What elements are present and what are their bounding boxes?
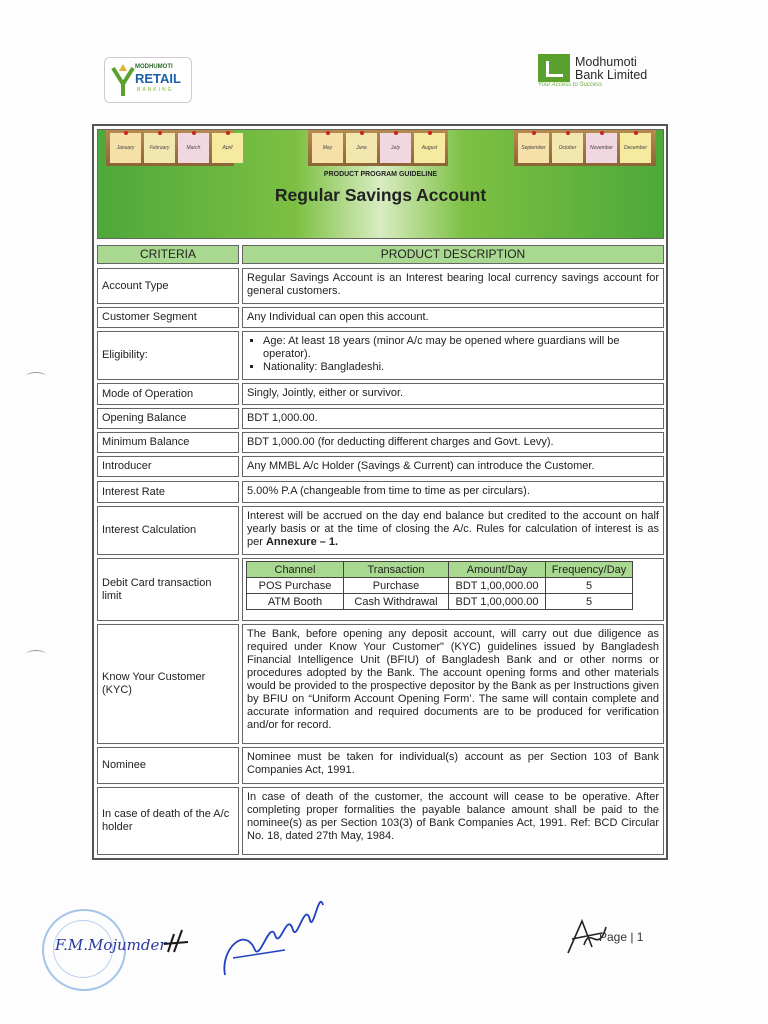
month-note: September (518, 133, 549, 163)
criteria-cell: Interest Rate (97, 481, 239, 503)
table-cell: Cash Withdrawal (344, 594, 449, 610)
eligibility-cell (242, 331, 664, 380)
month-note: June (346, 133, 377, 163)
criteria-cell: Nominee (97, 747, 239, 784)
month-note: May (312, 133, 343, 163)
retail-logo-line2: RETAIL (135, 71, 181, 86)
criteria-cell: In case of death of the A/c holder (97, 787, 239, 855)
bank-logo-mark-icon (538, 54, 570, 82)
pin-icon (394, 131, 398, 135)
month-note: January (110, 133, 141, 163)
retail-logo-mark-icon (109, 62, 137, 98)
description-header: PRODUCT DESCRIPTION (242, 245, 664, 264)
pin-icon (566, 131, 570, 135)
criteria-cell: Debit Card transaction limit (97, 558, 239, 621)
criteria-cell: Eligibility: (97, 331, 239, 380)
page-number: Page | 1 (599, 930, 644, 944)
criteria-cell: Minimum Balance (97, 432, 239, 453)
table-cell: POS Purchase (247, 578, 344, 594)
description-cell: The Bank, before opening any deposit account, will carry out due diligence as required under Know Your Customer" (KYC) guidelines issued by Bangladesh Financial Intelligence Unit (BFIU) of Bangladesh Bank and or other norms or procedures adopted by the Bank. The account opening forms and other materials would be provided to the prospective depositor by the Bank as per Instructions given by BFIU on “Uniform Account Opening Form’. The same will contain complete and accurate information and required documents are to be produced for verification and/or for record. (242, 624, 664, 744)
pin-icon (634, 131, 638, 135)
table-row (247, 578, 633, 594)
pin-icon (326, 131, 330, 135)
table-header: Frequency/Day (546, 562, 633, 578)
month-note: October (552, 133, 583, 163)
list-item: ▪ Nationality: Bangladeshi. (263, 361, 659, 374)
description-cell: BDT 1,000.00 (for deducting different charges and Govt. Levy). (242, 432, 664, 453)
bank-name: Modhumoti Bank Limited (575, 55, 648, 82)
description-cell: In case of death of the customer, the account will cease to be operative. After completing proper formalities the payable balance amount shall be paid to the nominee(s) as per Section 103(3) of Bank Companies Act, 1991. Ref: BCD Circular No. 18, dated 27th May, 1984. (242, 787, 664, 855)
description-cell: 5.00% P.A (changeable from time to time as per circulars). (242, 481, 664, 503)
product-banner (97, 129, 664, 239)
criteria-cell: Customer Segment (97, 307, 239, 328)
bank-logo (538, 52, 658, 92)
bank-tagline: Your Access to Success (538, 82, 603, 88)
retail-banking-logo (104, 57, 192, 103)
month-note: December (620, 133, 651, 163)
description-cell: BDT 1,000.00. (242, 408, 664, 429)
pin-icon (192, 131, 196, 135)
description-cell: Singly, Jointly, either or survivor. (242, 383, 664, 405)
punch-hole-mark (26, 372, 46, 381)
description-cell: Any MMBL A/c Holder (Savings & Current) can introduce the Customer. (242, 456, 664, 477)
punch-hole-mark (26, 650, 46, 659)
criteria-cell: Mode of Operation (97, 383, 239, 405)
description-cell: Regular Savings Account is an Interest bearing local currency savings account for general customers. (242, 268, 664, 304)
eligibility-list (247, 335, 659, 374)
table-cell: ATM Booth (247, 594, 344, 610)
criteria-cell: Opening Balance (97, 408, 239, 429)
table-cell: 5 (546, 594, 633, 610)
description-cell: Any Individual can open this account. (242, 307, 664, 328)
pin-icon (158, 131, 162, 135)
table-cell: BDT 1,00,000.00 (449, 578, 546, 594)
table-cell: 5 (546, 578, 633, 594)
criteria-cell: Account Type (97, 268, 239, 304)
description-cell: Nominee must be taken for individual(s) account as per Section 103 of Bank Companies Act, 1991. (242, 747, 664, 784)
list-item: ▪ Age: At least 18 years (minor A/c may be opened where guardians will be operator). (263, 335, 659, 361)
month-note: March (178, 133, 209, 163)
table-row (247, 594, 633, 610)
pin-icon (226, 131, 230, 135)
month-note: April (212, 133, 243, 163)
criteria-header: CRITERIA (97, 245, 239, 264)
criteria-cell: Introducer (97, 456, 239, 477)
table-header: Amount/Day (449, 562, 546, 578)
month-note: November (586, 133, 617, 163)
description-cell: Interest will be accrued on the day end balance but credited to the account on half yearly basis or at the time of closing the A/c. Rules for calculation of interest is as per Annexure – 1. (242, 506, 664, 555)
signature-name: F.M.Mojumder (55, 936, 167, 954)
month-note: February (144, 133, 175, 163)
pin-icon (600, 131, 604, 135)
table-header: Transaction (344, 562, 449, 578)
banner-subtitle: PRODUCT PROGRAM GUIDELINE (323, 171, 438, 178)
criteria-cell: Know Your Customer (KYC) (97, 624, 239, 744)
retail-logo-line1: MODHUMOTI (135, 64, 173, 70)
handwritten-signature (215, 880, 335, 980)
initial-signature (160, 922, 210, 962)
table-cell: Purchase (344, 578, 449, 594)
criteria-cell: Interest Calculation (97, 506, 239, 555)
retail-logo-line3: BANKING (137, 87, 174, 93)
table-header: Channel (247, 562, 344, 578)
pin-icon (124, 131, 128, 135)
pin-icon (532, 131, 536, 135)
month-note: July (380, 133, 411, 163)
banner-title: Regular Savings Account (274, 185, 487, 205)
debit-card-limit-table (246, 561, 633, 610)
pin-icon (428, 131, 432, 135)
month-note: August (414, 133, 445, 163)
table-cell: BDT 1,00,000.00 (449, 594, 546, 610)
pin-icon (360, 131, 364, 135)
